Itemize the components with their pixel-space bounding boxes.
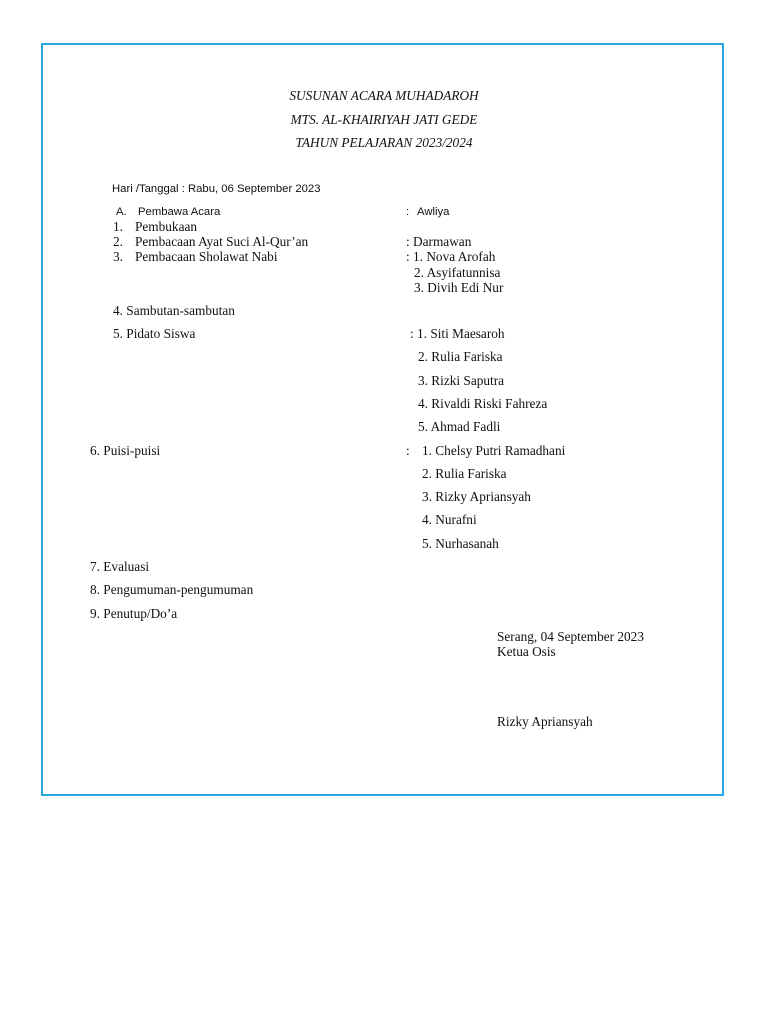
section-a-marker: A. bbox=[116, 206, 127, 218]
item-6-value-3: 3. Rizky Apriansyah bbox=[422, 489, 531, 504]
item-5-value-4: 4. Rivaldi Riski Fahreza bbox=[418, 396, 548, 411]
section-a-separator: : bbox=[406, 206, 410, 218]
item-3-value-2: 2. Asyifatunnisa bbox=[414, 265, 501, 280]
title-line-3: TAHUN PELAJARAN 2023/2024 bbox=[295, 135, 473, 150]
item-5-value-3: 3. Rizki Saputra bbox=[418, 373, 505, 388]
item-2-number: 2. bbox=[113, 234, 123, 249]
item-6-value-4: 4. Nurafni bbox=[422, 512, 477, 527]
item-5-value-2: 2. Rulia Fariska bbox=[418, 349, 503, 364]
item-9-label: 9. Penutup/Do’a bbox=[90, 606, 178, 621]
item-5-value-5: 5. Ahmad Fadli bbox=[418, 419, 501, 434]
date-line: Hari /Tanggal : Rabu, 06 September 2023 bbox=[112, 183, 321, 195]
item-6-separator: : bbox=[406, 443, 410, 458]
item-3-number: 3. bbox=[113, 249, 123, 264]
item-1-number: 1. bbox=[113, 219, 123, 234]
item-6-label: 6. Puisi-puisi bbox=[90, 443, 161, 458]
item-6-value-1: 1. Chelsy Putri Ramadhani bbox=[422, 443, 566, 458]
item-5-label: 5. Pidato Siswa bbox=[113, 326, 196, 341]
document-border bbox=[41, 43, 724, 796]
item-6-value-5: 5. Nurhasanah bbox=[422, 536, 499, 551]
item-2-label: Pembacaan Ayat Suci Al-Qur’an bbox=[135, 234, 309, 249]
signature-name: Rizky Apriansyah bbox=[497, 714, 593, 729]
item-3-value-1: : 1. Nova Arofah bbox=[406, 249, 496, 264]
item-3-label: Pembacaan Sholawat Nabi bbox=[135, 249, 278, 264]
item-5-value-1: : 1. Siti Maesaroh bbox=[410, 326, 505, 341]
item-4-label: 4. Sambutan-sambutan bbox=[113, 303, 235, 318]
item-3-value-3: 3. Divih Edi Nur bbox=[414, 280, 504, 295]
item-7-label: 7. Evaluasi bbox=[90, 559, 150, 574]
section-a-label: Pembawa Acara bbox=[138, 206, 221, 218]
item-8-label: 8. Pengumuman-pengumuman bbox=[90, 582, 254, 597]
item-6-value-2: 2. Rulia Fariska bbox=[422, 466, 507, 481]
title-line-2: MTS. AL-KHAIRIYAH JATI GEDE bbox=[290, 112, 478, 127]
signature-role: Ketua Osis bbox=[497, 644, 556, 659]
signature-place-date: Serang, 04 September 2023 bbox=[497, 629, 644, 644]
title-line-1: SUSUNAN ACARA MUHADAROH bbox=[289, 88, 479, 103]
section-a-value: Awliya bbox=[417, 206, 450, 218]
item-1-label: Pembukaan bbox=[135, 219, 198, 234]
item-2-value: : Darmawan bbox=[406, 234, 472, 249]
